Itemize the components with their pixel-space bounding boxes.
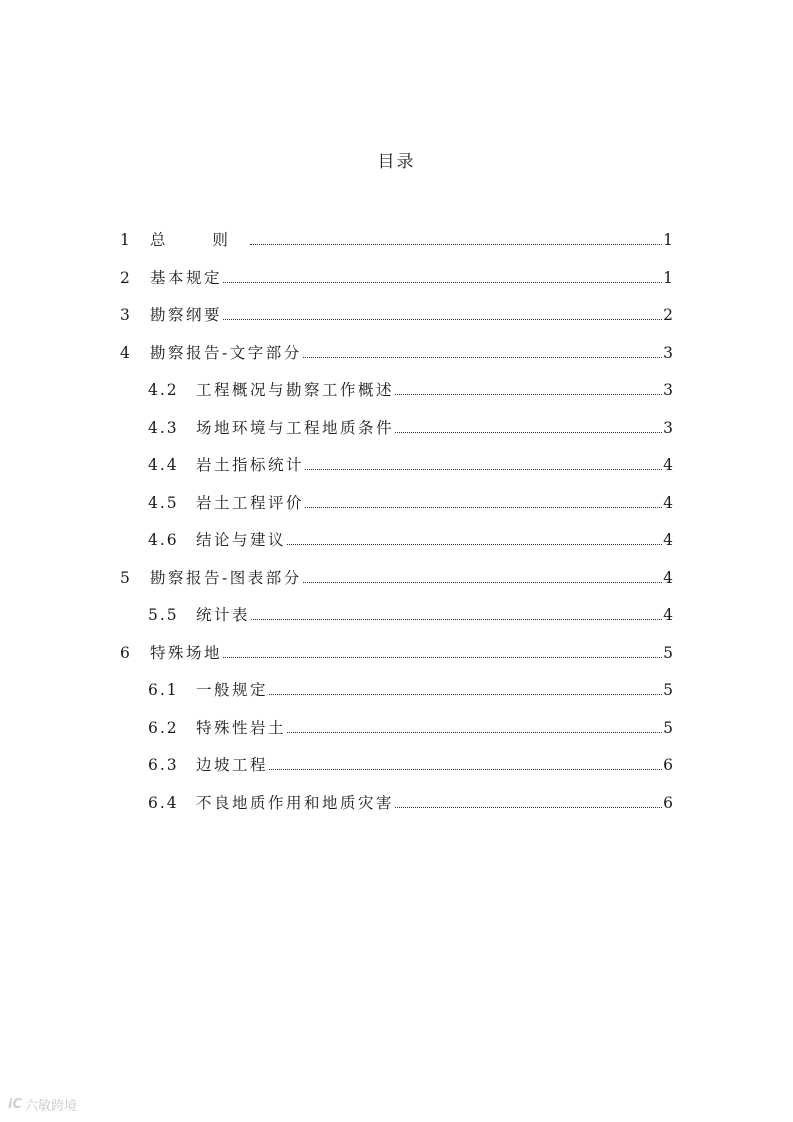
toc-entry-page: 4 — [663, 456, 673, 474]
toc-entry-page: 5 — [663, 718, 673, 737]
toc-entry-page: 5 — [663, 681, 673, 699]
dot-leader — [223, 656, 662, 658]
toc-entry-page: 4 — [663, 493, 673, 512]
toc-entry-number: 2 — [120, 268, 132, 287]
toc-entry-page: 6 — [663, 793, 673, 812]
dot-leader — [251, 618, 662, 620]
toc-entry-number: 4 — [120, 343, 132, 362]
toc-entry-title: 岩土工程评价 — [196, 493, 305, 512]
dot-leader — [305, 468, 662, 470]
dot-leader — [303, 356, 662, 358]
toc-entry-title: 场地环境与工程地质条件 — [196, 418, 395, 437]
toc-entry-page: 5 — [663, 643, 673, 662]
dot-leader — [223, 281, 662, 283]
toc-entry-number: 1 — [120, 231, 132, 249]
dot-leader — [223, 318, 662, 320]
toc-entry-page: 3 — [663, 343, 673, 362]
toc-entry-6-2[interactable] — [120, 716, 673, 754]
toc-entry-page: 4 — [663, 531, 673, 549]
toc-entry-title: 勘察报告-图表部分 — [150, 568, 302, 587]
toc-entry-title: 特殊性岩土 — [196, 718, 287, 737]
toc-entry-page: 1 — [663, 268, 673, 287]
toc-entry-6[interactable] — [120, 641, 673, 679]
toc-entry-page: 1 — [663, 231, 673, 249]
toc-entry-title: 基本规定 — [150, 268, 223, 287]
toc-entry-title: 岩土指标统计 — [196, 456, 305, 474]
toc-entry-number: 6.3 — [148, 756, 179, 774]
dot-leader — [395, 806, 662, 808]
toc-entry-2[interactable] — [120, 266, 673, 304]
toc-entry-page: 3 — [663, 418, 673, 437]
toc-entry-title: 勘察纲要 — [150, 306, 223, 324]
toc-entry-page: 4 — [663, 568, 673, 587]
toc-entry-title: 特殊场地 — [150, 643, 223, 662]
toc-entry-number: 5.5 — [148, 606, 179, 624]
page-title: 目录 — [377, 152, 416, 172]
toc-entry-title: 总 则 — [150, 231, 249, 249]
dot-leader — [250, 243, 662, 245]
watermark-logo-icon: iC — [8, 1097, 22, 1112]
toc-entry-page: 3 — [663, 381, 673, 399]
toc-entry-6-3[interactable] — [120, 753, 673, 791]
dot-leader — [287, 731, 662, 733]
toc-entry-title: 结论与建议 — [196, 531, 287, 549]
toc-entry-number: 4.5 — [148, 493, 179, 512]
dot-leader — [269, 768, 662, 770]
toc-entry-title: 勘察报告-文字部分 — [150, 343, 302, 362]
dot-leader — [305, 506, 662, 508]
toc-entry-number: 4.6 — [148, 531, 179, 549]
toc-entry-number: 5 — [120, 568, 132, 587]
dot-leader — [395, 431, 662, 433]
toc-entry-number: 6.4 — [148, 793, 179, 812]
toc-entry-title: 一般规定 — [196, 681, 269, 699]
toc-entry-page: 2 — [663, 306, 673, 324]
toc-entry-4-4[interactable] — [120, 453, 673, 491]
toc-entry-6-1[interactable] — [120, 678, 673, 716]
toc-entry-title: 工程概况与勘察工作概述 — [196, 381, 395, 399]
toc-entry-number: 6.2 — [148, 718, 179, 737]
dot-leader — [395, 393, 662, 395]
toc-entry-4-3[interactable] — [120, 416, 673, 454]
watermark-text: 六敏跨境 — [25, 1099, 78, 1114]
table-of-contents — [120, 228, 673, 828]
toc-entry-title: 边坡工程 — [196, 756, 269, 774]
toc-entry-page: 4 — [663, 606, 673, 624]
watermark — [8, 1095, 77, 1114]
toc-entry-1[interactable] — [120, 228, 673, 266]
toc-entry-number: 4.4 — [148, 456, 179, 474]
toc-entry-5-5[interactable] — [120, 603, 673, 641]
dot-leader — [269, 693, 662, 695]
toc-entry-4-2[interactable] — [120, 378, 673, 416]
toc-entry-page: 6 — [663, 756, 673, 774]
toc-entry-5[interactable] — [120, 566, 673, 604]
toc-entry-title: 统计表 — [196, 606, 251, 624]
toc-entry-4-5[interactable] — [120, 491, 673, 529]
toc-entry-4-6[interactable] — [120, 528, 673, 566]
toc-entry-number: 4.3 — [148, 418, 179, 437]
toc-entry-number: 3 — [120, 306, 132, 324]
toc-entry-title: 不良地质作用和地质灾害 — [196, 793, 395, 812]
dot-leader — [287, 543, 662, 545]
toc-entry-3[interactable] — [120, 303, 673, 341]
toc-entry-number: 6 — [120, 643, 132, 662]
dot-leader — [303, 581, 662, 583]
toc-entry-number: 4.2 — [148, 381, 179, 399]
toc-entry-number: 6.1 — [148, 681, 179, 699]
toc-entry-6-4[interactable] — [120, 791, 673, 829]
toc-entry-4[interactable] — [120, 341, 673, 379]
